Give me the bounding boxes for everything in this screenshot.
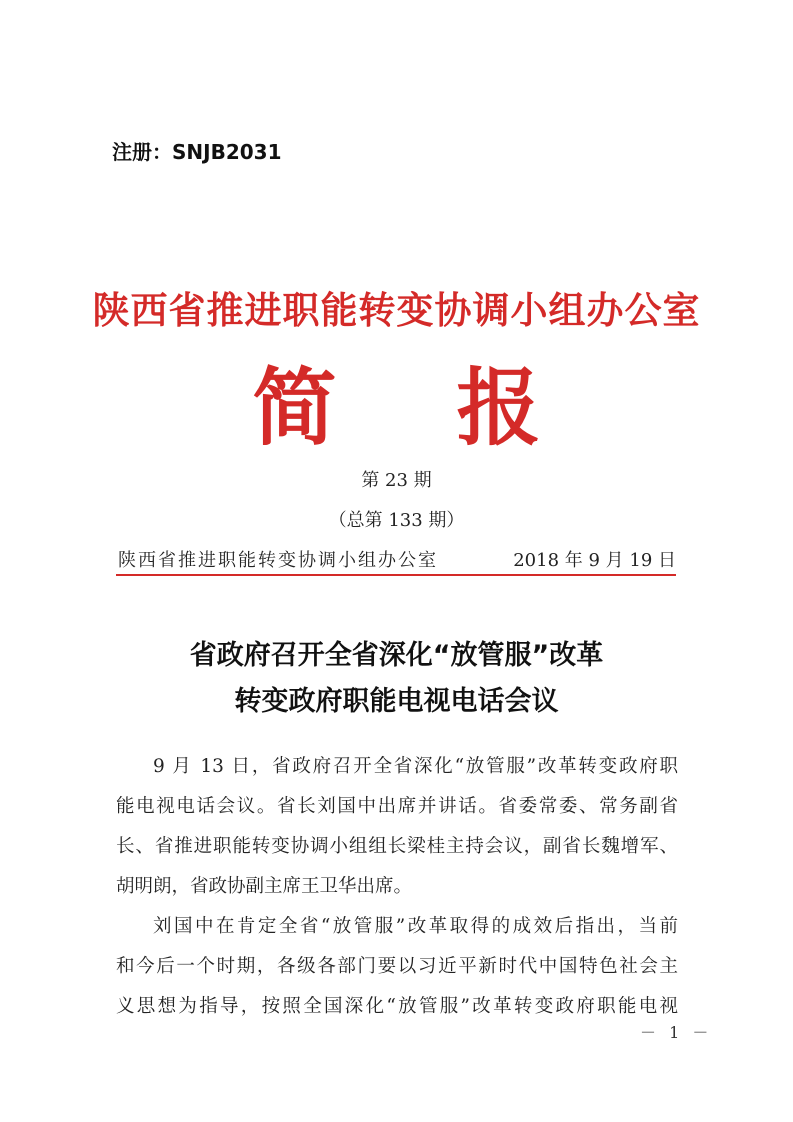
body-line: 义思想为指导，按照全国深化“放管服”改革转变政府职能电视 [116, 996, 678, 1017]
issuer-date-line [118, 546, 676, 572]
body-line: 刘国中在肯定全省“放管服”改革取得的成效后指出，当前 [153, 916, 678, 937]
red-divider [116, 574, 676, 576]
issue-number: 第 23 期 [361, 470, 432, 491]
bulletin-title-char: 报 [456, 359, 541, 457]
issue-total-number: （总第 133 期） [328, 510, 465, 531]
bulletin-title-char: 简 [252, 359, 337, 457]
issue-date: 2018 年 9 月 19 日 [513, 550, 676, 571]
registration-number: 注册：SNJB2031 [112, 140, 282, 164]
bulletin-title [0, 359, 793, 457]
page-number: － 1 － [640, 1023, 713, 1042]
issuer-name: 陕西省推进职能转变协调小组办公室 [118, 550, 438, 571]
body-line: 9 月 13 日，省政府召开全省深化“放管服”改革转变政府职 [153, 756, 678, 777]
issuer-header: 陕西省推进职能转变协调小组办公室 [92, 289, 701, 332]
article-headline-line1: 省政府召开全省深化“放管服”改革 [189, 640, 604, 671]
article-headline-line2: 转变政府职能电视电话会议 [234, 686, 559, 717]
body-line: 长、省推进职能转变协调小组组长梁桂主持会议，副省长魏增军、 [116, 836, 678, 857]
body-line: 和今后一个时期，各级各部门要以习近平新时代中国特色社会主 [116, 956, 678, 977]
body-line: 能电视电话会议。省长刘国中出席并讲话。省委常委、常务副省 [116, 796, 678, 817]
body-line: 胡明朗，省政协副主席王卫华出席。 [116, 876, 413, 897]
